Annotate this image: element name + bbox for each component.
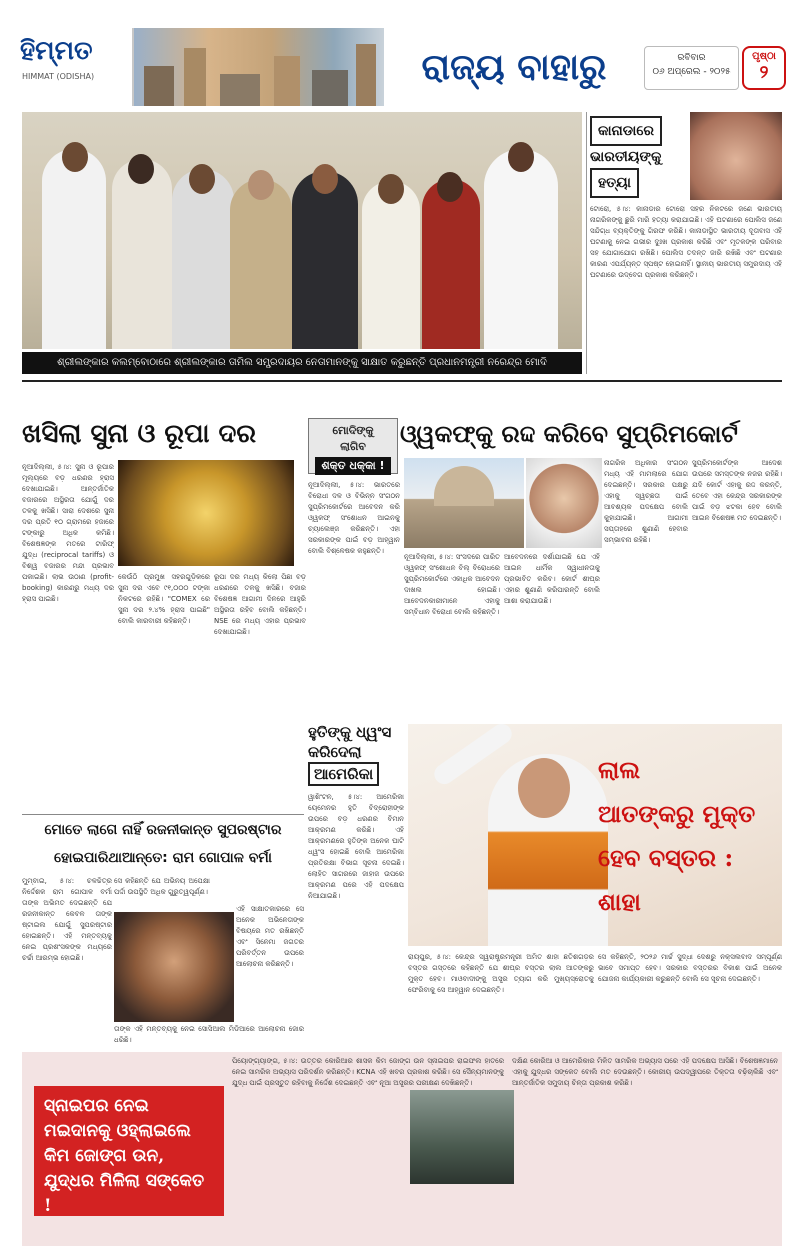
monuments-banner-image bbox=[134, 28, 384, 106]
rgv-story-body-3: ଏହି ସାକ୍ଷାତକାରରେ ସେ ଅନେକ ଅଭିନେତାଙ୍କ ବିଷୟରେ ମତ ରଖିଛନ୍ତି ଏବଂ ସିନେମା ଜଗତର ପରିବର୍ତ୍ତନ ଉପରେ ଆଲୋଚନା କରିଛନ୍ତି। bbox=[236, 905, 304, 968]
brand-name: ହିମ୍ମତ bbox=[20, 36, 93, 66]
rajinikanth-image bbox=[114, 912, 234, 1022]
court-story-body-2: ଆବେଦନରେ ଦର୍ଶାଯାଇଛି ଯେ ଏହି ଆଇନ ଧାର୍ମିକ ସ୍ୱାଧୀନତାକୁ ପ୍ରଭାବିତ କରିବ। କୋର୍ଟ ଶୀଘ୍ର ଏହାର ଶୁଣାଣି କରିପାରନ୍ତି ବୋଲି ଆଶା କରାଯାଉଛି। bbox=[504, 553, 600, 605]
section-title: ରାଜ୍ୟ ବାହାରୁ bbox=[421, 46, 607, 88]
rgv-story-body-4: ତାଙ୍କ ଏହି ମନ୍ତବ୍ୟକୁ ନେଇ ସୋସିଆଲ ମିଡିଆରେ ଆଲୋଚନା ଜୋର ଧରିଛି। bbox=[114, 1025, 304, 1044]
america-headline-line-1: ହୁତିଙ୍କୁ ଧ୍ୱଂସ bbox=[308, 723, 392, 741]
court-story-body-4: ସୁପ୍ରିମକୋର୍ଟଙ୍କ ଆଦେଶ ଉପରେ ସମସ୍ତଙ୍କ ନଜର ରହିଛି। ଯଦି କୋର୍ଟ ଏହାକୁ ରଦ୍ଦ କରନ୍ତି, ତେବେ ଏହା କେନ୍ଦ୍ର ସରକାରଙ୍କ ପାଇଁ ବଡ଼ ଝଟକା ହେବ ବୋଲି ଆଇନ ବିଶେଷଜ୍ଞ ମତ ଦେଇଛନ୍ତି। bbox=[692, 459, 782, 522]
america-headline bbox=[308, 722, 404, 788]
newspaper-logo bbox=[14, 28, 134, 106]
lead-photo-caption: ଶ୍ରୀଲଙ୍କାର କଲମ୍ବୋଠାରେ ଶ୍ରୀଲଙ୍କାର ତାମିଲ ସମ୍ପ୍ରଦାୟର ନେତାମାନଙ୍କୁ ସାକ୍ଷାତ କରୁଛନ୍ତି ପ୍ରଧାନମନ୍ତ୍ରୀ ନରେନ୍ଦ୍ର ମୋଦି bbox=[22, 352, 582, 374]
gold-headline: ଖସିଲା ସୁନା ଓ ରୂପା ଦର bbox=[22, 419, 257, 449]
modi-story-body: ନୂଆଦିଲ୍ଲୀ, ୫।୪: ଭାରତରେ ବିରୋଧୀ ଦଳ ଓ ବିଭିନ୍ନ ସଂଗଠନ ସୁପ୍ରିମକୋର୍ଟରେ ଆବେଦନ କରି ଓ୍ୱକଫ୍ ସଂଶୋଧନ ଆଇନକୁ ଚ୍ୟାଲେଞ୍ଜ କରିଛନ୍ତି। ଏହା ସରକାରଙ୍କ ପାଇଁ ବଡ଼ ଆହ୍ୱାନ ବୋଲି ବିଶ୍ଳେଷକ କହୁଛନ୍ତି। bbox=[308, 481, 400, 555]
court-story-body-3: ନାଗରିକ ଅଧିକାର ସଂଗଠନ ମଧ୍ୟ ଏହି ମାମଲାରେ ଯୋଗ ଦେଇଛନ୍ତି। ସରକାର ପକ୍ଷରୁ ଏହାକୁ ସ୍ୱଚ୍ଛତା ପାଇଁ ଆବଶ୍ୟକ ପଦକ୍ଷେପ ବୋଲି କୁହାଯାଇଛି। ଆଗାମୀ ସପ୍ତାହରେ ଶୁଣାଣି ହେବାର ସମ୍ଭାବନା ରହିଛି। bbox=[604, 459, 688, 544]
gold-jewellery-image bbox=[118, 460, 294, 566]
canada-headline-line-3: ହତ୍ୟା bbox=[590, 168, 639, 198]
shah-quote-line-2: ଆତଙ୍କରୁ ମୁକ୍ତ bbox=[598, 799, 756, 828]
modi-headline-line-2: ଲାଗିବ bbox=[340, 440, 366, 453]
shah-quote-line-1: ଲାଲ bbox=[598, 755, 641, 784]
masthead bbox=[14, 28, 786, 106]
shah-story-body-1: ରାୟପୁର, ୫।୪: କେନ୍ଦ୍ର ସ୍ୱରାଷ୍ଟ୍ରମନ୍ତ୍ରୀ ଅମିତ ଶାହା ଛତିଶଗଡ଼ର ବସ୍ତର ଗସ୍ତରେ କହିଛନ୍ତି ଯେ ଶୀଘ୍ର ବସ୍ତର ଲାଲ ଆତଙ୍କରୁ ମୁକ୍ତ ହେବ। ମାଓବାଦୀଙ୍କୁ ଅସ୍ତ୍ର ତ୍ୟାଗ କରି ମୁଖ୍ୟସ୍ରୋତକୁ ଫେରିବାକୁ ସେ ଆହ୍ୱାନ ଦେଇଛନ୍ତି। bbox=[408, 953, 594, 994]
rgv-headline-line-1: ମୋତେ ଲାଗେ ନାହିଁ ରଜନୀକାନ୍ତ ସୁପରଷ୍ଟାର bbox=[44, 822, 282, 838]
kim-headline: ସ୍ନାଇପର ନେଇ ମଇଦାନକୁ ଓହ୍ଲାଇଲେ କିମ ଜୋଙ୍ଗ ଉନ, ଯୁଦ୍ଧର ମିଳିଲା ସଙ୍କେତ ! bbox=[34, 1086, 224, 1216]
rgv-story-body-2: ସେ କହିଛନ୍ତି ଯେ ଅଭିନୟ ଅପେକ୍ଷା ପର୍ଦ୍ଦା ଉପସ୍ଥିତି ଅଧିକ ଗୁରୁତ୍ୱପୂର୍ଣ୍ଣ। bbox=[114, 877, 210, 896]
brand-subtitle: HIMMAT (ODISHA) bbox=[22, 72, 95, 81]
kim-story-body-2: ଦକ୍ଷିଣ କୋରିଆ ଓ ଆମେରିକାର ମିଳିତ ସାମରିକ ଅଭ୍ୟାସ ପରେ ଏହି ପଦକ୍ଷେପ ଆସିଛି। ବିଶେଷଜ୍ଞମାନେ ଏହାକୁ ଯୁଦ୍ଧର ସଙ୍କେତ ବୋଲି ମତ ଦେଉଛନ୍ତି। କୋରୀୟ ଉପଦ୍ୱୀପରେ ତିକ୍ତତା ବଢ଼ିଚାଲିଛି ଏବଂ ଆନ୍ତର୍ଜାତିକ ସମୁଦାୟ ଚିନ୍ତା ପ୍ରକାଶ କରିଛି। bbox=[512, 1057, 778, 1087]
page-number-box bbox=[742, 46, 786, 90]
column-divider bbox=[586, 112, 587, 374]
canada-headline-line-2: ଭାରତୀୟଙ୍କୁ bbox=[590, 149, 662, 165]
america-headline-line-2: କରିଦେଲା bbox=[308, 743, 362, 761]
page-label: ପୃଷ୍ଠା bbox=[752, 51, 776, 62]
amit-shah-image bbox=[408, 724, 782, 946]
rgv-story-body-1: ମୁମ୍ବାଇ, ୫।୪: ଚଳଚ୍ଚିତ୍ର ନିର୍ଦ୍ଦେଶକ ରାମ ଗୋପାଳ ବର୍ମା ତାଙ୍କ ଅଭିମତ ଦେଇଛନ୍ତି ଯେ ରଜନୀକାନ୍ତ କେବଳ ତାଙ୍କ ଷ୍ଟାଇଲ ଯୋଗୁଁ ସୁପରଷ୍ଟାର ହୋଇଛନ୍ତି। ଏହି ମନ୍ତବ୍ୟକୁ ନେଇ ପ୍ରଶଂସକଙ୍କ ମଧ୍ୟରେ ଚର୍ଚ୍ଚା ଆରମ୍ଭ ହୋଇଛି। bbox=[22, 877, 112, 962]
canada-story-body: ଟୋରୋ, ୫।୪: କାନାଡାର ଟୋରୋ ସହର ନିକଟରେ ଜଣେ ଭାରତୀୟ ନାଗରିକଙ୍କୁ ଛୁରି ମାରି ହତ୍ୟା କରାଯାଇଛି। ଏହି ଘଟଣାରେ ପୋଲିସ ଜଣେ ସନ୍ଦିଗ୍ଧ ବ୍ୟକ୍ତିଙ୍କୁ ଗିରଫ କରିଛି। କାନାଡାସ୍ଥିତ ଭାରତୀୟ ଦୂତାବାସ ଏହି ଘଟଣାକୁ ନେଇ ଗଭୀର ଦୁଃଖ ପ୍ରକାଶ କରିଛି ଏବଂ ମୃତକଙ୍କ ପରିବାର ସହ ଯୋଗାଯୋଗ ରଖିଛି। ପୋଲିସ ତଦନ୍ତ ଜାରି ରଖିଛି ଏବଂ ଘଟଣାର କାରଣ ଏପର୍ଯ୍ୟନ୍ତ ସ୍ପଷ୍ଟ ହୋଇନାହିଁ। ସ୍ଥାନୀୟ ଭାରତୀୟ ସମ୍ପ୍ରଦାୟ ଏହି ଘଟଣାରେ ଉଦ୍ବେଗ ପ୍ରକାଶ କରିଛନ୍ତି। bbox=[590, 205, 782, 279]
court-story-body-1: ନୂଆଦିଲ୍ଲୀ, ୫।୪: ସଂସଦରେ ପାରିତ ଓ୍ୱକଫ୍ ସଂଶୋଧନ ବିଲ୍ ବିରୋଧରେ ସୁପ୍ରିମକୋର୍ଟରେ ଏକାଧିକ ଆବେଦନ ଦାଖଲ ହୋଇଛି। ଆବେଦନକାରୀମାନେ ଏହାକୁ ସମ୍ବିଧାନ ବିରୋଧୀ ବୋଲି କହିଛନ୍ତି। bbox=[404, 553, 500, 616]
america-story-body: ୱାଶିଂଟନ, ୫।୪: ଆମେରିକା ୟେମେନର ହୁତି ବିଦ୍ରୋହୀଙ୍କ ଉପରେ ବଡ଼ ଧରଣର ବିମାନ ଆକ୍ରମଣ କରିଛି। ଏହି ଆକ୍ରମଣରେ ହୁତିଙ୍କ ଅନେକ ଘାଟି ଧ୍ୱଂସ ହୋଇଛି ବୋଲି ଆମେରିକା ପ୍ରତିରକ୍ଷା ବିଭାଗ ସୂଚନା ଦେଇଛି। ଲୋହିତ ସାଗରରେ ଜାହାଜ ଉପରେ ଆକ୍ରମଣ ପରେ ଏହି ପଦକ୍ଷେପ ନିଆଯାଇଛି। bbox=[308, 793, 404, 900]
supreme-court-image bbox=[404, 458, 524, 548]
shah-quote-line-3: ହେବ ବସ୍ତର : ଶାହା bbox=[598, 843, 734, 916]
rgv-divider bbox=[22, 814, 304, 815]
shah-story-body-2: ସେ କହିଛନ୍ତି, ୨୦୨୬ ମାର୍ଚ୍ଚ ସୁଦ୍ଧା ଦେଶରୁ ନକ୍ସଲବାଦ ସମ୍ପୂର୍ଣ୍ଣ ଭାବେ ସମାପ୍ତ ହେବ। ସରକାର ବସ୍ତରର ବିକାଶ ପାଇଁ ଅନେକ ଯୋଜନା କାର୍ଯ୍ୟକାରୀ କରୁଛନ୍ତି ବୋଲି ସେ ସୂଚନା ଦେଇଛନ୍ତି। bbox=[598, 953, 782, 983]
issue-day: ରବିବାର bbox=[677, 53, 706, 63]
canada-headline-line-1: କାନାଡାରେ bbox=[590, 116, 662, 146]
shah-quote bbox=[598, 748, 778, 924]
gold-story-body-2: କେଉଁଠି ପ୍ରମୁଖ ସହରଗୁଡ଼ିକରେ ସୁନା ଦର ଏବେ ୯୧,୦୦୦ ଟଙ୍କା ନିକଟରେ ରହିଛି। "COMEX ରେ ସୁନା ଦର ୨.୪% ହ୍ରାସ ପାଇଛି" ବୋଲି କାରବାରୀ କହିଛନ୍ତି। bbox=[118, 573, 210, 625]
rgv-headline-line-2: ହୋଇପାରିଥାଆନ୍ତେ: ରାମ ଗୋପାଳ ବର୍ମା bbox=[54, 850, 272, 866]
lead-photo bbox=[22, 112, 582, 349]
court-headline: ଓ୍ୱକଫ୍‌କୁ ରଦ୍ଦ କରିବେ ସୁପ୍ରିମକୋର୍ଟ bbox=[400, 419, 738, 448]
modi-headline-box bbox=[308, 418, 398, 474]
gold-story-body-3: ରୂପା ଦର ମଧ୍ୟ କିଲୋ ପିଛା ବଡ଼ ଧରଣରେ ତଳକୁ ଖସିଛି। ବଜାର ବିଶେଷଜ୍ଞ ଆଗାମୀ ଦିନରେ ଆହୁରି ଅସ୍ଥିରତା ରହିବ ବୋଲି କହିଛନ୍ତି। NSE ରେ ମଧ୍ୟ ଏହାର ପ୍ରଭାବ ଦେଖାଯାଇଛି। bbox=[214, 573, 306, 636]
modi-headline-line-1: ମୋଦିଙ୍କୁ bbox=[332, 424, 374, 437]
kim-story-body-1: ପିୟୋଙ୍ଗ୍‌ୟାଙ୍ଗ, ୫।୪: ଉତ୍ତର କୋରିଆର ଶାସକ କିମ ଜୋଙ୍ଗ ଉନ ସ୍ନାଇପର ରାଇଫଲ ହାତରେ ନେଇ ସାମରିକ ଅଭ୍ୟାସ ପରିଦର୍ଶନ କରିଛନ୍ତି। KCNA ଏହି ଖବର ପ୍ରକାଶ କରିଛି। ସେ ସୈନ୍ୟମାନଙ୍କୁ ଯୁଦ୍ଧ ପାଇଁ ପ୍ରସ୍ତୁତ ରହିବାକୁ ନିର୍ଦ୍ଦେଶ ଦେଇଛନ୍ତି ଏବଂ ନୂଆ ଅସ୍ତ୍ରର ପରୀକ୍ଷଣ ଦେଖିଛନ୍ତି। bbox=[232, 1057, 504, 1087]
issue-date-box bbox=[644, 46, 739, 90]
modi-headline-line-3: ଶକ୍ତ ଧକ୍କା ! bbox=[315, 457, 390, 475]
issue-date: ୦୬ ଅପ୍ରେଲ - ୨୦୨୫ bbox=[652, 67, 731, 77]
section-divider bbox=[22, 380, 782, 382]
gold-story-body-1: ନୂଆଦିଲ୍ଲୀ, ୫।୪: ସୁନା ଓ ରୂପାର ମୂଲ୍ୟରେ ବଡ଼ ଧରଣର ହ୍ରାସ ଦେଖାଯାଇଛି। ଆନ୍ତର୍ଜାତିକ ବଜାରରେ ଅସ୍ଥିରତା ଯୋଗୁଁ ଦର ତଳକୁ ଖସିଛି। ସାରା ଦେଶରେ ସୁନା ଦର ପ୍ରତି ୧୦ ଗ୍ରାମରେ ହଜାରେ ଟଙ୍କାରୁ ଅଧିକ କମିଛି। ବିଶେଷଜ୍ଞଙ୍କ ମତରେ ଟାରିଫ୍ ଯୁଦ୍ଧ (reciprocal tariffs) ଓ ବିଶ୍ୱ ବଜାରର ମନ୍ଦା ପ୍ରଭାବ ପକାଇଛି। ଲାଭ ଉଠାଣ (profit-booking) କାରଣରୁ ମଧ୍ୟ ଦର ହ୍ରାସ ପାଇଛି। bbox=[22, 463, 114, 603]
canada-story-image bbox=[690, 112, 782, 200]
modi-portrait-image bbox=[526, 458, 602, 548]
kim-sniper-image bbox=[410, 1090, 514, 1184]
page-number: ୨ bbox=[759, 62, 769, 83]
america-headline-line-3: ଆମେରିକା bbox=[308, 762, 379, 786]
